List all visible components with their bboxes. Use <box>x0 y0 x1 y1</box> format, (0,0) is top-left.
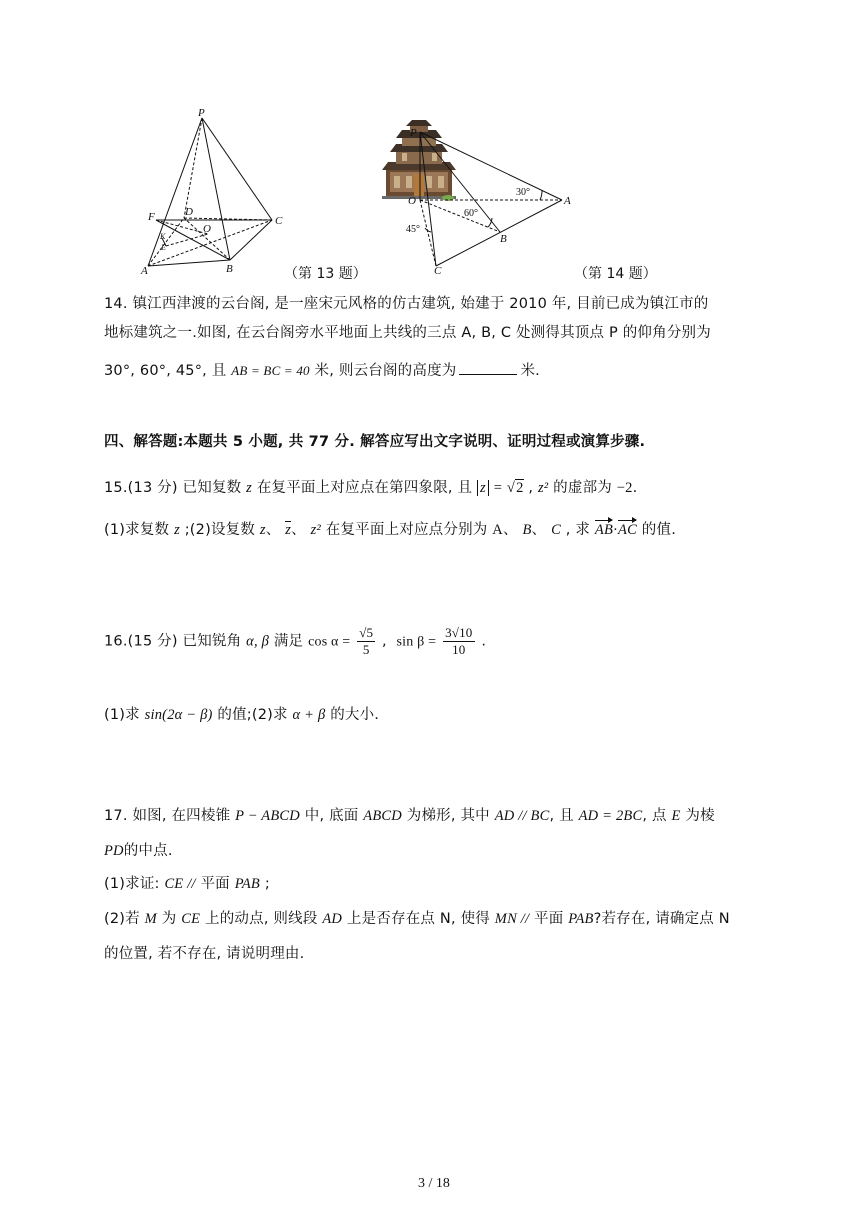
label-A: A <box>141 265 148 277</box>
q15-line2: (1)求复数 z ;(2)设复数 z、 z、 z² 在复平面上对应点分别为 A、 B、 C , 求 AB·AC 的值. <box>104 522 677 538</box>
pavilion-building-icon <box>382 120 456 201</box>
arc-45 <box>425 228 431 232</box>
edge-AB <box>148 260 230 266</box>
label-E: E <box>161 243 166 252</box>
label-F: F <box>148 211 155 223</box>
edge-OB <box>420 200 500 232</box>
edge-OC <box>420 200 436 266</box>
page-number: 3 / 18 <box>418 1176 450 1191</box>
label-K: K <box>160 232 166 241</box>
figure-13-caption: （第 13 题） <box>284 266 367 282</box>
edge-BC <box>230 220 272 260</box>
q14-lengths: AB = BC = 40 <box>231 363 310 378</box>
edge-AC <box>436 200 562 266</box>
q15-line1: 15.(13 分) 已知复数 z 在复平面上对应点在第四象限, 且 z = √2 , z² 的虚部为 −2. <box>104 480 638 496</box>
label-P: P <box>198 108 205 119</box>
q16-line1: 16.(15 分) 已知锐角 α, β 满足 cos α = $\frac{√5}{5}$ , sin β = $\frac{3√10}{10}$ . <box>104 625 487 657</box>
label-C: C <box>434 265 442 277</box>
angle-label-C: 45° <box>406 224 420 235</box>
label-A: A <box>564 195 571 207</box>
label-O: O <box>203 223 211 235</box>
answer-blank <box>459 362 517 375</box>
figure-14-caption: （第 14 题） <box>574 266 657 282</box>
edge-PA <box>148 118 202 266</box>
q17-line4: (2)若 M 为 CE 上的动点, 则线段 AD 上是否存在点 N, 使得 MN // 平面 PAB?若存在, 请确定点 N <box>104 911 730 927</box>
label-B: B <box>226 263 233 275</box>
figure-14-pavilion <box>380 120 580 280</box>
q14-line1: 14. 镇江西津渡的云台阁, 是一座宋元风格的仿古建筑, 始建于 2010 年, 目前已成为镇江市的 <box>104 296 709 312</box>
q14-line3: 30°, 60°, 45°, 且 AB = BC = 40 米, 则云台阁的高度为 米. <box>104 363 540 379</box>
section-4-heading: 四、解答题:本题共 5 小题, 共 77 分. 解答应写出文字说明、证明过程或演算步骤. <box>104 434 646 450</box>
label-D: D <box>185 206 193 218</box>
label-O: O <box>408 195 416 207</box>
q17-line1: 17. 如图, 在四棱锥 P − ABCD 中, 底面 ABCD 为梯形, 其中 AD // BC, 且 AD = 2BC, 点 E 为棱 <box>104 808 715 824</box>
q17-line3: (1)求证: CE // 平面 PAB ; <box>104 876 270 892</box>
q17-line5: 的位置, 若不存在, 请说明理由. <box>104 946 305 962</box>
label-B: B <box>500 233 507 245</box>
figure-13-pyramid <box>130 108 290 278</box>
q16-line2: (1)求 sin(2α − β) 的值;(2)求 α + β 的大小. <box>104 707 380 723</box>
label-P: P <box>410 127 417 139</box>
q14-line2: 地标建筑之一.如图, 在云台阁旁水平地面上共线的三点 A, B, C 处测得其顶点 P 的仰角分别为 <box>104 325 711 341</box>
angle-label-B: 60° <box>464 208 478 219</box>
label-C: C <box>275 215 283 227</box>
arc-30 <box>540 190 542 200</box>
edge-PD <box>184 118 202 218</box>
angle-label-A: 30° <box>516 187 530 198</box>
q17-line2: PD的中点. <box>104 843 173 859</box>
